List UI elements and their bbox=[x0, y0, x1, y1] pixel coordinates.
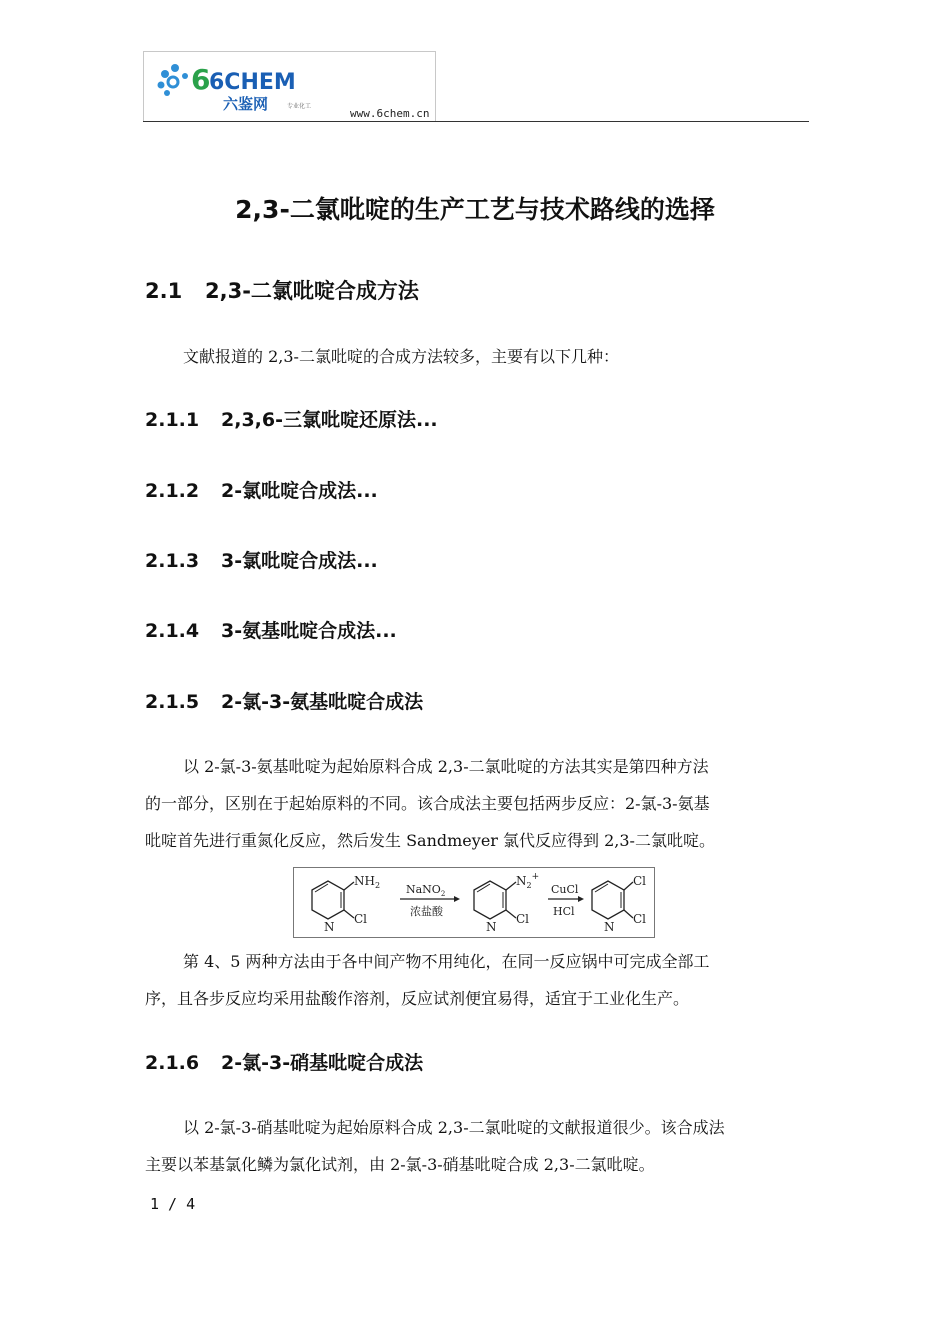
intermediate-molecule bbox=[474, 872, 539, 934]
subsection-title: 3-氯吡啶合成法... bbox=[221, 550, 378, 572]
nitrogen-label: N bbox=[604, 920, 615, 934]
subsection-title: 2-氯吡啶合成法... bbox=[221, 480, 378, 502]
chloro-label: Cl bbox=[633, 874, 647, 888]
logo-six: 6 bbox=[191, 63, 211, 96]
paragraph-line: 主要以苯基氯化鳞为氯化试剂，由 2-氯-3-硝基吡啶合成 2,3-二氯吡啶。 bbox=[145, 1155, 655, 1174]
reaction-scheme bbox=[293, 867, 655, 938]
subsection-title: 2,3,6-三氯吡啶还原法... bbox=[221, 409, 438, 431]
reactant-molecule bbox=[312, 874, 380, 934]
subsection-number: 2.1.3 bbox=[145, 550, 200, 572]
section-number: 2.1 bbox=[145, 279, 183, 303]
subsection-number: 2.1.1 bbox=[145, 409, 200, 431]
subsection-heading-2-1-1 bbox=[145, 406, 438, 434]
paragraph-line: 第 4、5 两种方法由于各中间产物不用纯化，在同一反应锅中可完成全部工 bbox=[183, 952, 710, 971]
paragraph-line: 文献报道的 2,3-二氯吡啶的合成方法较多，主要有以下几种： bbox=[183, 347, 619, 366]
subsection-number: 2.1.4 bbox=[145, 620, 200, 642]
page-number: 1 / 4 bbox=[150, 1195, 196, 1213]
paragraph-line: 以 2-氯-3-氨基吡啶为起始原料合成 2,3-二氯吡啶的方法其实是第四种方法 bbox=[183, 757, 709, 776]
subsection-heading-2-1-6 bbox=[145, 1049, 423, 1077]
reaction-diagram bbox=[294, 868, 654, 937]
section-heading-2-1 bbox=[145, 276, 419, 306]
nitrogen-label: N bbox=[486, 920, 497, 934]
subsection-heading-2-1-5 bbox=[145, 688, 423, 716]
subsection-heading-2-1-2 bbox=[145, 477, 378, 505]
subsection-number: 2.1.6 bbox=[145, 1052, 200, 1074]
chloro-label: Cl bbox=[354, 912, 368, 926]
document-title: 2,3-二氯吡啶的生产工艺与技术路线的选择 bbox=[235, 195, 715, 224]
intro-paragraph bbox=[145, 338, 809, 375]
paragraph-2-1-5 bbox=[145, 748, 809, 859]
molecule-icon bbox=[158, 64, 189, 96]
subsection-title: 3-氨基吡啶合成法... bbox=[221, 620, 397, 642]
subsection-heading-2-1-4 bbox=[145, 617, 397, 645]
product-molecule bbox=[592, 874, 646, 934]
header-url: www.6chem.cn bbox=[350, 107, 430, 120]
section-title: 2,3-二氯吡啶合成方法 bbox=[205, 279, 419, 303]
paragraph-2-1-5-b bbox=[145, 943, 809, 1017]
diazonium-label: $N_2^+$ bbox=[516, 872, 540, 890]
paragraph-line: 以 2-氯-3-硝基吡啶为起始原料合成 2,3-二氯吡啶的文献报道很少。该合成法 bbox=[183, 1118, 725, 1137]
paragraph-line: 序，且各步反应均采用盐酸作溶剂，反应试剂便宜易得，适宜于工业化生产。 bbox=[145, 989, 690, 1008]
subsection-number: 2.1.5 bbox=[145, 691, 200, 713]
chloro-label: Cl bbox=[516, 912, 530, 926]
reagent-label: 浓盐酸 bbox=[410, 905, 443, 918]
header-divider bbox=[143, 121, 809, 122]
reagent-label: NaNO$_2$ bbox=[406, 883, 446, 898]
nitrogen-label: N bbox=[324, 920, 335, 934]
reagent-label: HCl bbox=[553, 905, 575, 918]
site-logo bbox=[155, 60, 350, 115]
reaction-arrow-2 bbox=[548, 883, 584, 918]
paragraph-line: 的一部分，区别在于起始原料的不同。该合成法主要包括两步反应：2-氯-3-氨基 bbox=[145, 794, 710, 813]
reaction-arrow-1 bbox=[400, 883, 460, 918]
subsection-title: 2-氯-3-氨基吡啶合成法 bbox=[221, 691, 424, 713]
logo-tag: 专业化工 bbox=[287, 103, 312, 110]
subsection-number: 2.1.2 bbox=[145, 480, 200, 502]
logo-cn: 六鉴网 bbox=[223, 95, 269, 113]
chloro-label: Cl bbox=[633, 912, 647, 926]
amino-label: $NH_2$ bbox=[354, 874, 381, 890]
logo-text: 6CHEM bbox=[209, 70, 296, 95]
subsection-heading-2-1-3 bbox=[145, 547, 378, 575]
paragraph-2-1-6 bbox=[145, 1109, 809, 1183]
paragraph-line: 吡啶首先进行重氮化反应，然后发生 Sandmeyer 氯代反应得到 2,3-二氯吡啶。 bbox=[145, 831, 715, 850]
subsection-title: 2-氯-3-硝基吡啶合成法 bbox=[221, 1052, 424, 1074]
reagent-label: CuCl bbox=[551, 883, 579, 896]
